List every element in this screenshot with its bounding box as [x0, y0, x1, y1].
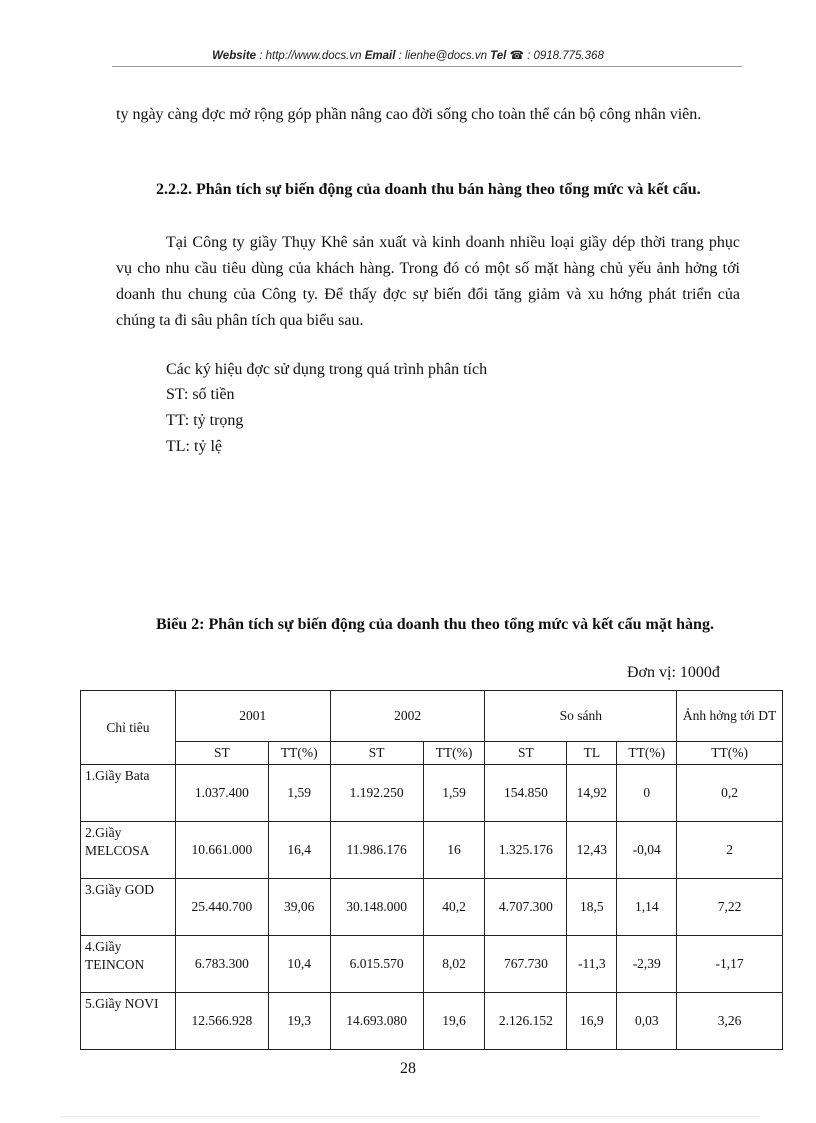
symbols-intro: Các ký hiệu đợc sử dụng trong quá trình phân tích — [166, 361, 488, 378]
page-number: 28 — [400, 1060, 416, 1077]
page-header — [0, 48, 816, 62]
revenue-table — [80, 690, 783, 1050]
table-cell: 2 — [677, 822, 783, 879]
table-cell: 12.566.928 — [175, 993, 268, 1050]
table-header-row — [81, 691, 783, 742]
table-cell: 6.015.570 — [330, 936, 423, 993]
table-cell: 18,5 — [567, 879, 617, 936]
sub-header: ST — [175, 742, 268, 765]
row-label: 1.Giầy Bata — [81, 765, 176, 822]
website-value[interactable]: : http://www.docs.vn — [256, 50, 365, 62]
footer-divider — [60, 1116, 760, 1117]
table-cell: 19,3 — [268, 993, 330, 1050]
table-cell: 16,9 — [567, 993, 617, 1050]
tel-value: : 0918.775.368 — [523, 50, 604, 62]
sub-header: TT(%) — [423, 742, 485, 765]
email-value[interactable]: : lienhe@docs.vn — [395, 50, 491, 62]
table-row — [81, 936, 783, 993]
table-cell: 154.850 — [485, 765, 567, 822]
table-cell: 1.325.176 — [485, 822, 567, 879]
table-cell: 12,43 — [567, 822, 617, 879]
phone-icon: ☎ — [509, 50, 524, 62]
group-effect-header: Ảnh hởng tới DT — [677, 691, 783, 742]
body-paragraph: Tại Công ty giầy Thụy Khê sản xuất và kinh doanh nhiều loại giầy dép thời trang phục vụ cho nhu cầu tiêu dùng của khách hàng. Trong đó có một số mặt hàng chủ yếu ảnh hởng tới doanh thu chung của Công ty. Để thấy đợc sự biến đổi tăng giảm và xu hớng phát triển của chúng ta đi sâu phân tích qua biểu sau. — [116, 234, 740, 329]
tel-label: Tel — [490, 50, 507, 62]
table-cell: 2.126.152 — [485, 993, 567, 1050]
table-cell: 11.986.176 — [330, 822, 423, 879]
table-cell: -1,17 — [677, 936, 783, 993]
header-divider — [112, 66, 742, 67]
sub-header: TL — [567, 742, 617, 765]
table-cell: 1,59 — [268, 765, 330, 822]
table-cell: 14.693.080 — [330, 993, 423, 1050]
symbol-tl: TL: tỷ lệ — [166, 438, 222, 455]
table-cell: 1.037.400 — [175, 765, 268, 822]
col-indicator-header: Chỉ tiêu — [81, 691, 176, 765]
table-cell: -0,04 — [617, 822, 677, 879]
row-label: 3.Giầy GOD — [81, 879, 176, 936]
table-cell: 10,4 — [268, 936, 330, 993]
table-cell: 39,06 — [268, 879, 330, 936]
table-cell: 7,22 — [677, 879, 783, 936]
section-heading: 2.2.2. Phân tích sự biến động của doanh thu bán hàng theo tổng mức và kết cấu. — [156, 181, 701, 198]
group-2001-header: 2001 — [175, 691, 330, 742]
table-cell: 16 — [423, 822, 485, 879]
table-cell: 6.783.300 — [175, 936, 268, 993]
table-cell: 1.192.250 — [330, 765, 423, 822]
table-cell: 3,26 — [677, 993, 783, 1050]
table-cell: 767.730 — [485, 936, 567, 993]
table-cell: 16,4 — [268, 822, 330, 879]
unit-label: Đơn vị: 1000đ — [627, 664, 720, 681]
table-cell: 40,2 — [423, 879, 485, 936]
table-cell: 25.440.700 — [175, 879, 268, 936]
table-cell: 14,92 — [567, 765, 617, 822]
email-label: Email — [364, 50, 396, 62]
table-cell: 10.661.000 — [175, 822, 268, 879]
table-cell: 1,59 — [423, 765, 485, 822]
row-label: 5.Giầy NOVI — [81, 993, 176, 1050]
sub-header: TT(%) — [268, 742, 330, 765]
table-cell: -2,39 — [617, 936, 677, 993]
table-cell: 0,03 — [617, 993, 677, 1050]
table-cell: -11,3 — [567, 936, 617, 993]
table-cell: 0 — [617, 765, 677, 822]
table-row — [81, 822, 783, 879]
table-cell: 4.707.300 — [485, 879, 567, 936]
table-subheader-row — [81, 742, 783, 765]
group-compare-header: So sánh — [485, 691, 677, 742]
sub-header: ST — [330, 742, 423, 765]
table-cell: 0,2 — [677, 765, 783, 822]
row-label: 4.Giầy TEINCON — [81, 936, 176, 993]
group-2002-header: 2002 — [330, 691, 485, 742]
table-cell: 1,14 — [617, 879, 677, 936]
sub-header: TT(%) — [677, 742, 783, 765]
table-row — [81, 993, 783, 1050]
row-label: 2.Giầy MELCOSA — [81, 822, 176, 879]
table-cell: 30.148.000 — [330, 879, 423, 936]
symbol-st: ST: số tiền — [166, 386, 235, 403]
table-cell: 19,6 — [423, 993, 485, 1050]
website-label: Website — [212, 50, 257, 62]
symbol-tt: TT: tỷ trọng — [166, 412, 244, 429]
table-row — [81, 879, 783, 936]
sub-header: TT(%) — [617, 742, 677, 765]
table-cell: 8,02 — [423, 936, 485, 993]
intro-paragraph: ty ngày càng đợc mở rộng góp phần nâng cao đời sống cho toàn thể cán bộ công nhân viên. — [116, 106, 702, 123]
table-title: Biểu 2: Phân tích sự biến động của doanh thu theo tổng mức và kết cấu mặt hàng. — [156, 616, 714, 633]
sub-header: ST — [485, 742, 567, 765]
table-row — [81, 765, 783, 822]
